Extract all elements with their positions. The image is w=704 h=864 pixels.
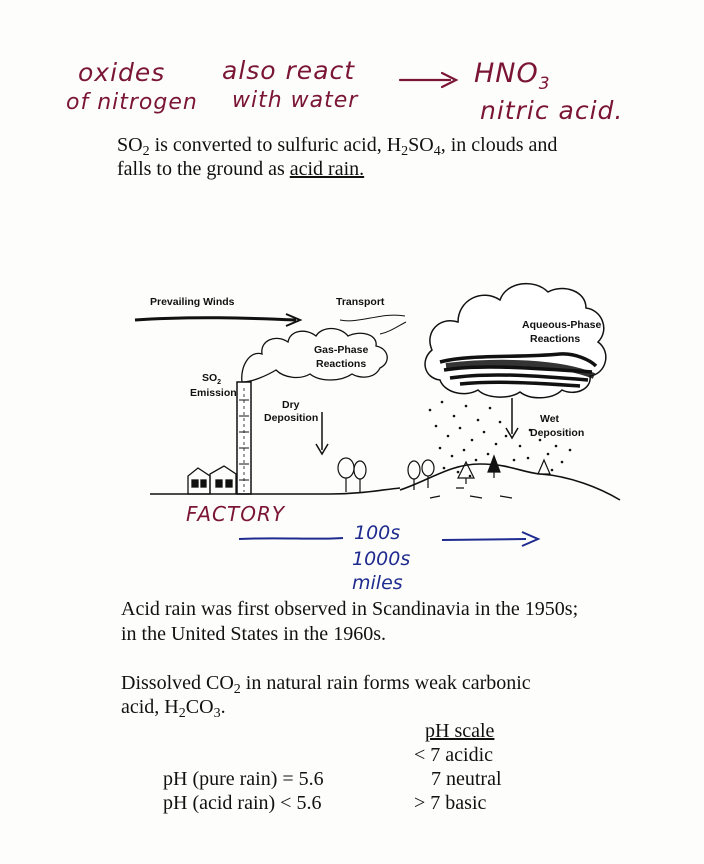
distance-arrow-right-icon bbox=[440, 528, 544, 550]
label-dry: Dry bbox=[282, 399, 300, 411]
ph-scale-row-acidic: < 7 acidic bbox=[414, 744, 494, 766]
intro-line-1: $SO_2$ is converted to sulfuric acid, $H_2SO_4$, in clouds and bbox=[117, 134, 558, 160]
label-gas-phase-reactions: Reactions bbox=[316, 358, 367, 370]
history-line-2: in the United States in the 1960s. bbox=[121, 623, 386, 645]
smokestack-icon bbox=[237, 382, 251, 494]
label-prevailing-winds: Prevailing Winds bbox=[150, 296, 235, 308]
acid-rain-term: acid rain. bbox=[289, 158, 365, 180]
handwritten-note-oxides: oxides bbox=[78, 58, 166, 87]
handwritten-distance-100s: 100s bbox=[354, 522, 401, 544]
label-wet-deposition: Deposition bbox=[530, 427, 585, 439]
handwritten-formula-hno3: $HNO_3$ bbox=[474, 58, 551, 94]
handwritten-factory: FACTORY bbox=[186, 502, 286, 526]
carbonic-line-2: acid, $H_2CO_3$. bbox=[121, 696, 226, 722]
handwritten-note-with-water: with water bbox=[232, 88, 359, 113]
label-wet: Wet bbox=[540, 413, 560, 425]
handwritten-note-nitrogen: of nitrogen bbox=[66, 90, 198, 115]
label-aqueous-reactions: Reactions bbox=[530, 333, 581, 345]
label-transport: Transport bbox=[336, 296, 385, 308]
trees-icon bbox=[338, 456, 550, 492]
distance-arrow-left-icon bbox=[237, 532, 347, 546]
acid-rain-diagram bbox=[0, 250, 704, 510]
ph-acid-rain: pH (acid rain) < 5.6 bbox=[163, 792, 322, 814]
handwritten-nitric-acid: nitric acid. bbox=[480, 96, 624, 125]
hills bbox=[400, 464, 620, 500]
ph-pure-rain: pH (pure rain) = 5.6 bbox=[163, 768, 324, 790]
handwritten-distance-miles: miles bbox=[352, 572, 403, 594]
label-gas-phase: Gas-Phase bbox=[314, 344, 369, 356]
ph-scale-row-neutral: 7 neutral bbox=[431, 768, 502, 790]
label-dry-deposition: Deposition bbox=[264, 412, 319, 424]
label-so2-emission-a: $SO_2$ bbox=[202, 372, 222, 386]
handwritten-note-also-react: also react bbox=[222, 56, 356, 85]
carbonic-line-1: Dissolved $CO_2$ in natural rain forms weak carbonic bbox=[121, 672, 531, 698]
intro-line-2: falls to the ground as acid rain. bbox=[117, 158, 365, 180]
ph-scale-row-basic: > 7 basic bbox=[414, 792, 487, 814]
handwritten-arrow-icon bbox=[398, 70, 464, 92]
label-so2-emission: Emission bbox=[190, 387, 237, 399]
history-line-1: Acid rain was first observed in Scandinavia in the 1950s; bbox=[121, 598, 579, 620]
ph-scale-title: pH scale bbox=[425, 720, 495, 742]
prevailing-winds-arrow-icon bbox=[135, 318, 296, 320]
label-aqueous-phase: Aqueous-Phase bbox=[522, 319, 602, 331]
handwritten-distance-1000s: 1000s bbox=[352, 548, 411, 570]
factory-building-icon bbox=[188, 466, 236, 494]
